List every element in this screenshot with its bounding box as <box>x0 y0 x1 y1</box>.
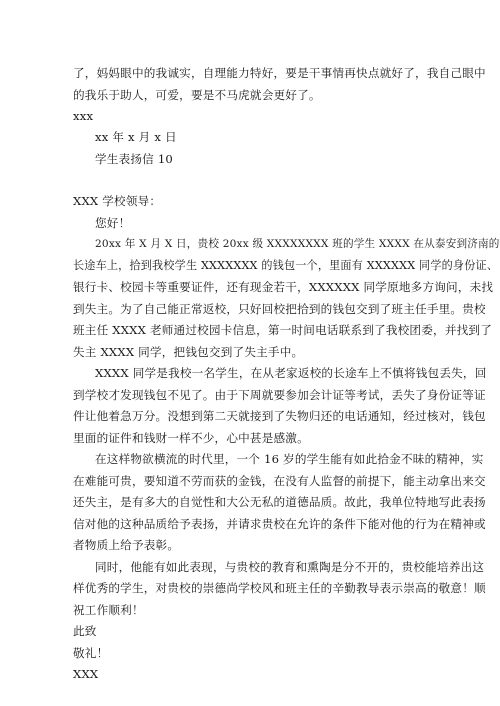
closing-line: 此致 <box>73 624 97 638</box>
paragraph-1-line: 班主任 XXXX 老师通过校园卡信息，第一时间电话联系到了我校团委，并找到了 <box>73 323 492 337</box>
paragraph-2-line: XXXX 同学是我校一名学生，在从老家返校的长途车上不慎将钱包丢失，回 <box>95 366 487 380</box>
signature-top: xxx <box>73 109 94 123</box>
paragraph-2-line: 件让他着急万分。没想到第二天就接到了失物归还的电话通知，经过核对，钱包 <box>73 409 486 423</box>
signature-bottom: XXX <box>73 667 99 681</box>
paragraph-4-line: 同时，他能有如此表现，与贵校的教育和熏陶是分不开的，贵校能培养出这 <box>95 560 485 574</box>
paragraph-3-line: 还失主，是有多大的自觉性和大公无私的道德品质。故此，我单位特地写此表扬 <box>73 495 486 509</box>
paragraph-3-line: 信对他的这种品质给予表扬，并请求贵校在允许的条件下能对他的行为在精神或 <box>73 517 486 531</box>
closing-salute: 敬礼！ <box>73 646 109 660</box>
paragraph-2-line: 到学校才发现钱包不见了。由于下周就要参加会计证等考试，丢失了身份证等证 <box>73 388 486 402</box>
paragraph-1-line: 银行卡、校园卡等重要证件，还有现金若干，XXXXXX 同学原地多方询问，未找 <box>73 280 494 294</box>
paragraph-1-line: 长途车上，拾到我校学生 XXXXXXX 的钱包一个，里面有 XXXXXX 同学的身份证、 <box>73 259 499 272</box>
paragraph-1-line: 到失主。为了自己能正常返校，只好回校把拾到的钱包交到了班主任手里。贵校 <box>73 302 486 316</box>
text-line: 的我乐于助人，可爱，要是不马虎就会更好了。 <box>73 88 321 102</box>
paragraph-3-line: 在难能可贵，要知道不劳而获的金钱，在没有人监督的前提下，能主动拿出来交 <box>73 474 486 488</box>
paragraph-4-line: 样优秀的学生，对贵校的崇德尚学校风和班主任的辛勤教导表示崇高的敬意！顺 <box>73 581 486 595</box>
salutation: XXX 学校领导： <box>73 194 162 208</box>
letter-heading: 学生表扬信 10 <box>95 152 174 166</box>
paragraph-2-line: 里面的证件和钱财一样不少，心中甚是感激。 <box>73 431 309 445</box>
date-line: xx 年 x 月 x 日 <box>95 130 177 144</box>
paragraph-1-line: 20xx 年 X 月 X 日，贵校 20xx 级 XXXXXXXX 班的学生 XXXX 在从泰安到济南的 <box>95 238 500 250</box>
paragraph-3-line: 者物质上给予表彰。 <box>73 538 180 552</box>
greeting: 您好！ <box>95 216 131 230</box>
paragraph-4-line: 祝工作顺利！ <box>73 603 144 617</box>
paragraph-3-line: 在这样物欲横流的时代里，一个 16 岁的学生能有如此拾金不昧的精神，实 <box>95 452 484 466</box>
text-line: 了，妈妈眼中的我诚实，自理能力特好，要是干事情再快点就好了，我自己眼中 <box>73 66 486 80</box>
paragraph-1-line: 失主 XXXX 同学，把钱包交到了失主手中。 <box>73 345 304 359</box>
